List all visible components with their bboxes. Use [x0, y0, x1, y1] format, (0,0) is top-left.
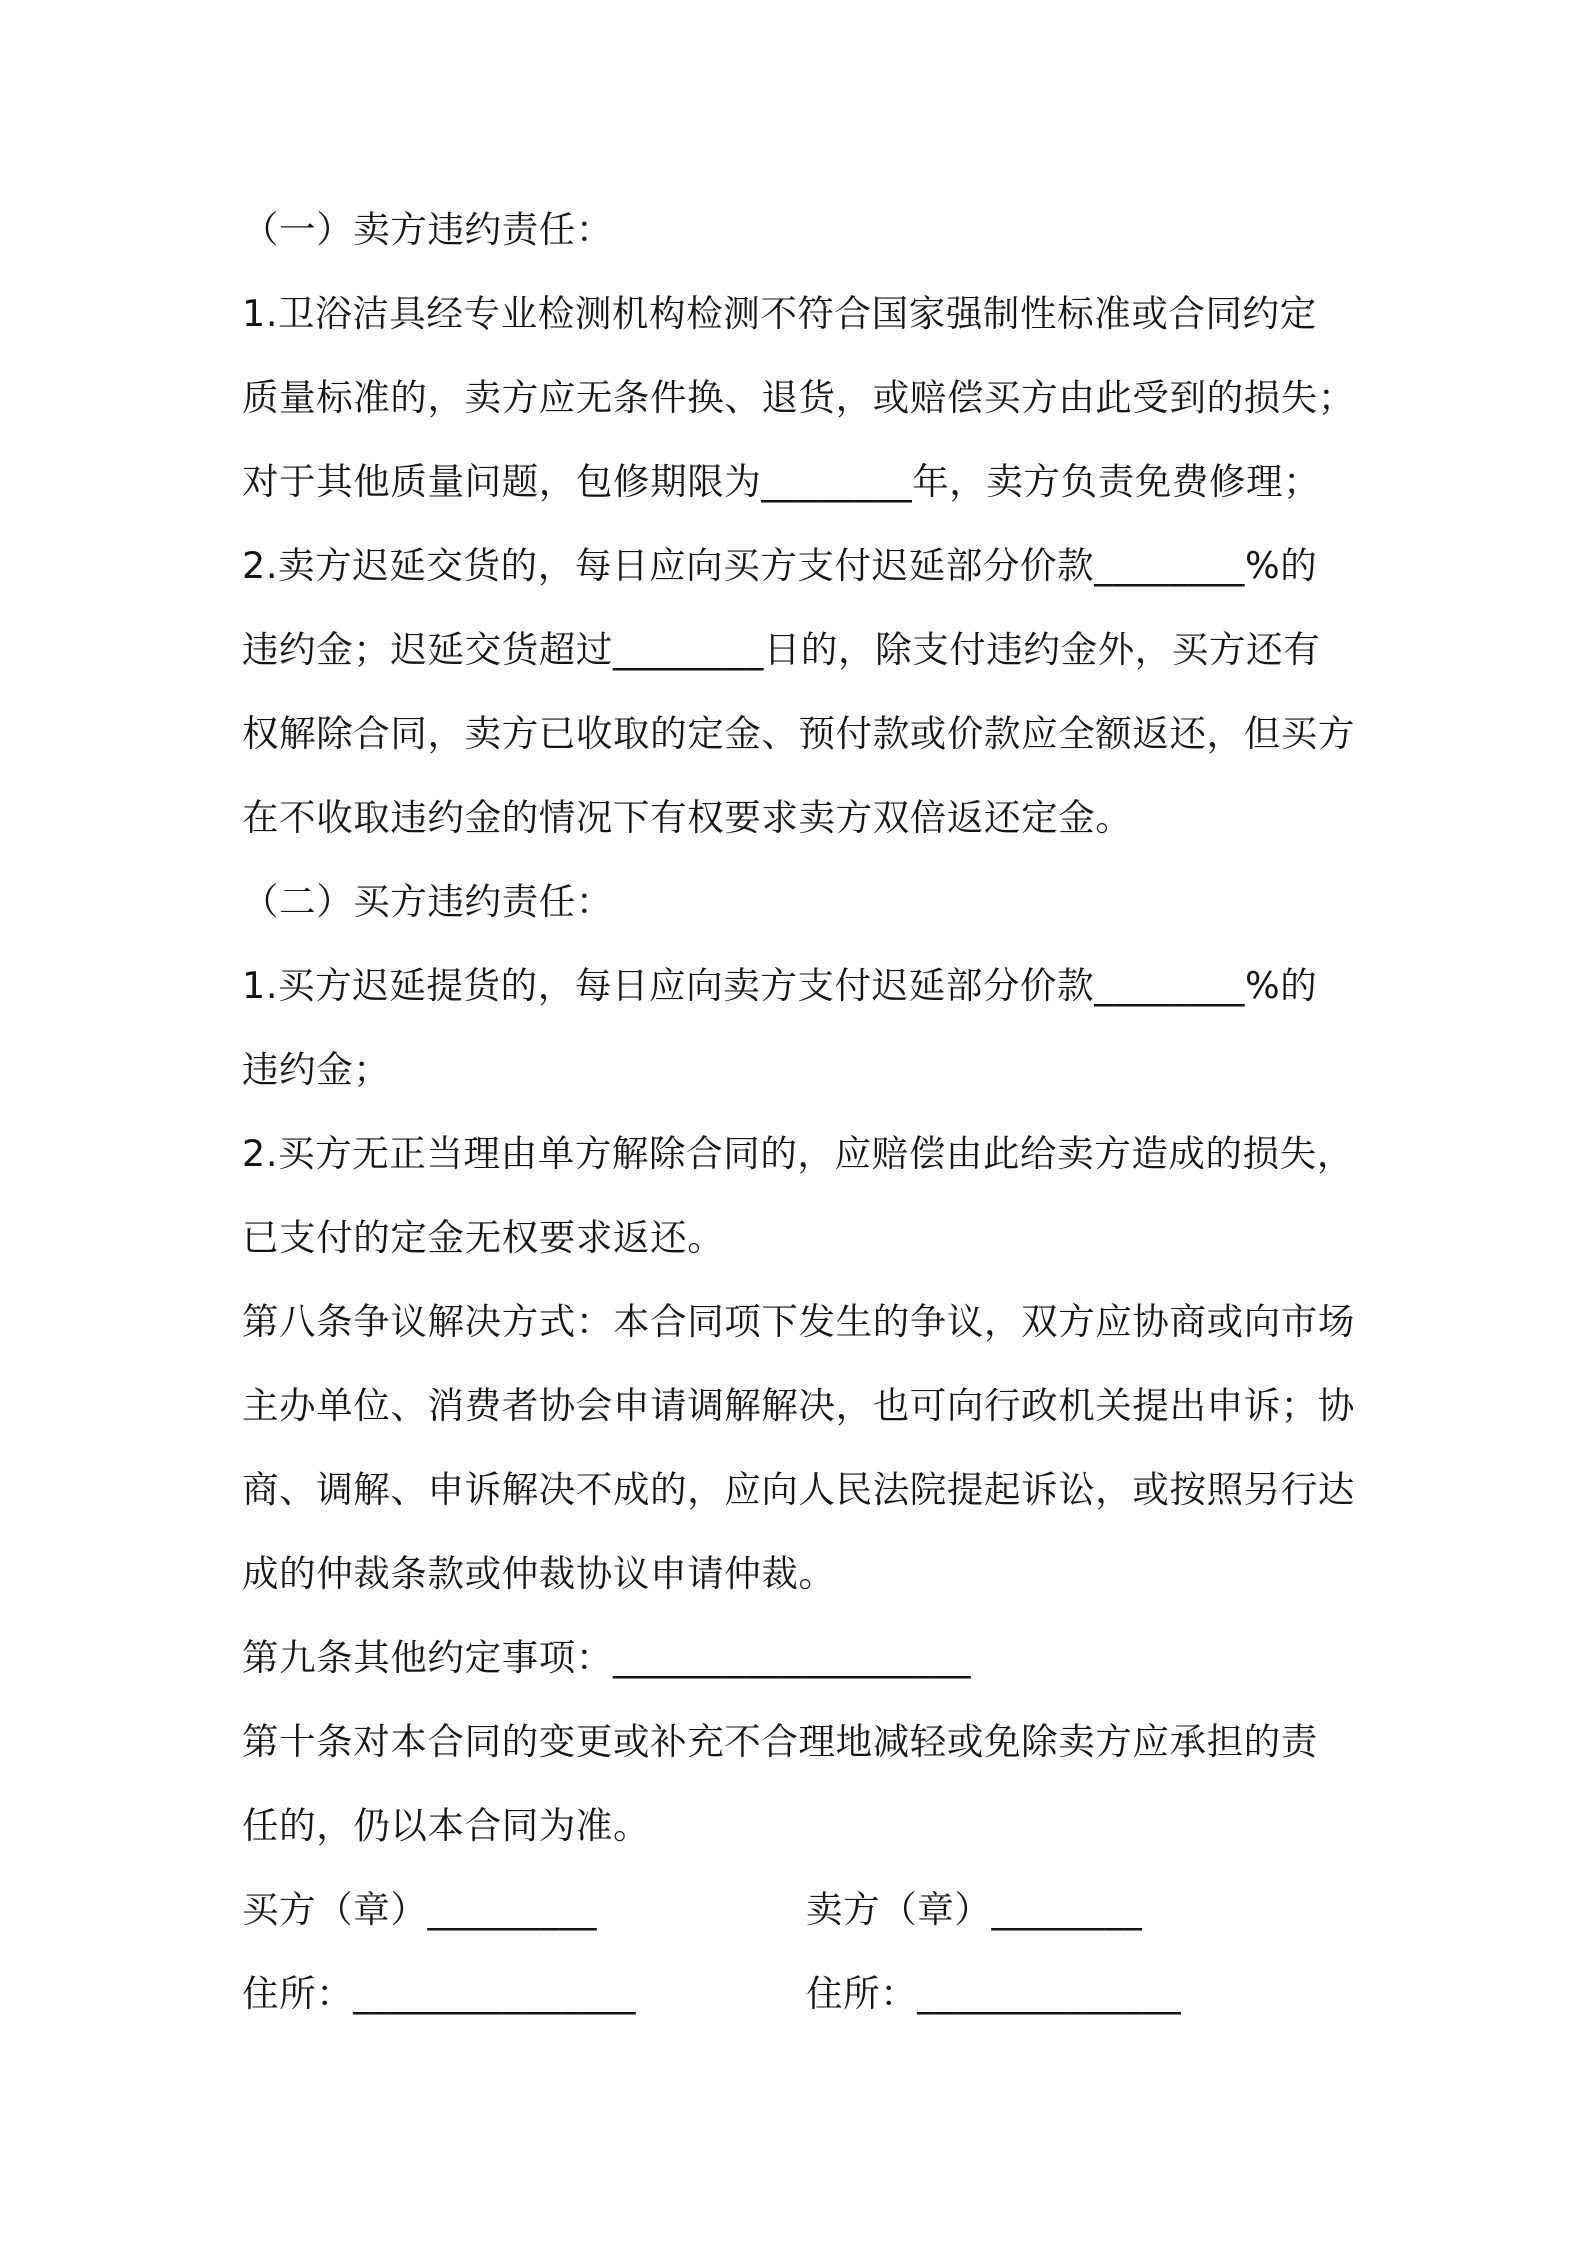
article-10-line: 任的，仍以本合同为准。	[242, 1804, 651, 1847]
seller-clause-line: 在不收取违约金的情况下有权要求卖方双倍返还定金。	[242, 796, 1133, 839]
article-8-line: 第八条争议解决方式：本合同项下发生的争议，双方应协商或向市场	[242, 1300, 1355, 1343]
buyer-seal-field: 买方（章）_________	[242, 1888, 598, 1931]
seller-clause-line: 2.卖方迟延交货的，每日应向买方支付迟延部分价款________%的	[242, 544, 1318, 587]
seller-clause-line: 1.卫浴洁具经专业检测机构检测不符合国家强制性标准或合同约定	[242, 292, 1317, 335]
article-10-line: 第十条对本合同的变更或补充不合理地减轻或免除卖方应承担的责	[242, 1720, 1318, 1763]
section-seller-heading: （一）卖方违约责任：	[242, 208, 613, 251]
buyer-clause-line: 2.买方无正当理由单方解除合同的，应赔偿由此给卖方造成的损失，	[242, 1132, 1354, 1175]
article-8-line: 主办单位、消费者协会申请调解解决，也可向行政机关提出申诉；协	[242, 1384, 1355, 1427]
buyer-clause-line: 违约金；	[242, 1048, 391, 1091]
article-9-line: 第九条其他约定事项：___________________	[242, 1636, 972, 1679]
seller-address-field: 住所：______________	[806, 1972, 1182, 2015]
seller-clause-line: 违约金；迟延交货超过________日的，除支付违约金外，买方还有	[242, 628, 1321, 671]
article-8-line: 商、调解、申诉解决不成的，应向人民法院提起诉讼，或按照另行达	[242, 1468, 1355, 1511]
seller-clause-line: 质量标准的，卖方应无条件换、退货，或赔偿买方由此受到的损失；	[242, 376, 1355, 419]
section-buyer-heading: （二）买方违约责任：	[242, 880, 613, 923]
buyer-clause-line: 已支付的定金无权要求返还。	[242, 1216, 725, 1259]
buyer-clause-line: 1.买方迟延提货的，每日应向卖方支付迟延部分价款________%的	[242, 964, 1318, 1007]
article-8-line: 成的仲裁条款或仲裁协议申请仲裁。	[242, 1552, 836, 1595]
seller-clause-line: 权解除合同，卖方已收取的定金、预付款或价款应全额返还，但买方	[242, 712, 1355, 755]
seller-seal-field: 卖方（章）________	[806, 1888, 1143, 1931]
buyer-address-field: 住所：_______________	[242, 1972, 637, 2015]
seller-clause-line: 对于其他质量问题，包修期限为________年，卖方负责免费修理；	[242, 460, 1321, 503]
